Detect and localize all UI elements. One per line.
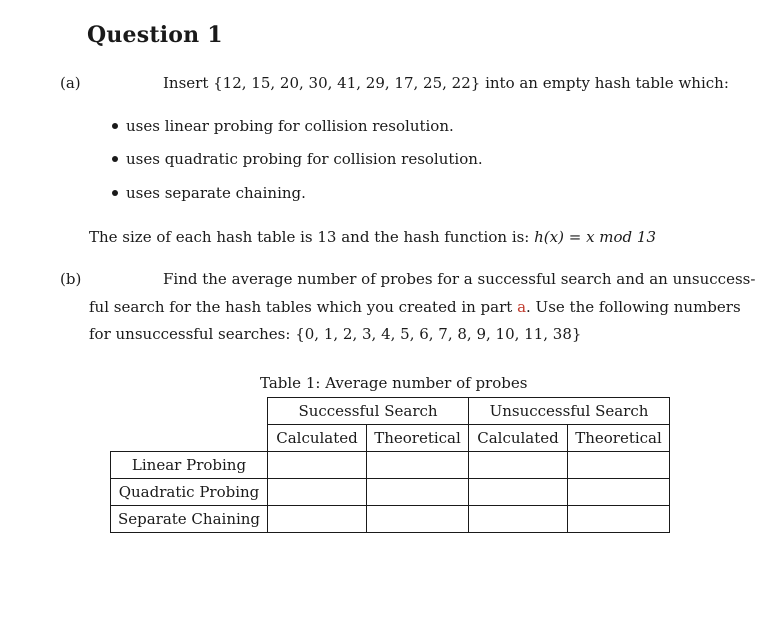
table-cell[interactable]: [469, 452, 568, 479]
hash-function: h(x) = x mod 13: [534, 228, 657, 246]
part-b-line2-post: . Use the following numbers: [526, 298, 741, 316]
bullet-text: uses separate chaining.: [126, 184, 306, 202]
part-b-line2: [89, 298, 741, 316]
header-calculated: Calculated: [268, 425, 367, 452]
table-cell[interactable]: [367, 479, 469, 506]
bullet-item: [112, 184, 306, 202]
table-cell[interactable]: [469, 479, 568, 506]
table-cell[interactable]: [469, 506, 568, 533]
table-cell[interactable]: [367, 452, 469, 479]
question-title: Question 1: [87, 22, 223, 48]
part-b-line1: Find the average number of probes for a successful search and an unsuccess-: [163, 270, 756, 288]
part-a-set: {12, 15, 20, 30, 41, 29, 17, 25, 22}: [213, 74, 481, 92]
table-group-header-row: [111, 398, 670, 425]
row-label-linear-probing: Linear Probing: [111, 452, 268, 479]
bullet-icon: [112, 156, 118, 162]
table-caption: Table 1: Average number of probes: [260, 374, 528, 392]
table-sub-header-row: [111, 425, 670, 452]
table-cell[interactable]: [568, 506, 670, 533]
part-b-line3-pre: for unsuccessful searches:: [89, 325, 296, 343]
table-cell[interactable]: [367, 506, 469, 533]
unsuccessful-search-set: {0, 1, 2, 3, 4, 5, 6, 7, 8, 9, 10, 11, 38}: [295, 325, 582, 343]
part-b-line3: [89, 325, 581, 343]
table-corner: [111, 425, 268, 452]
row-label-quadratic-probing: Quadratic Probing: [111, 479, 268, 506]
bullet-icon: [112, 123, 118, 129]
header-unsuccessful-search: Unsuccessful Search: [469, 398, 670, 425]
bullet-item: [112, 117, 454, 135]
table-row: [111, 452, 670, 479]
part-a-intro: [163, 74, 729, 92]
bullet-icon: [112, 190, 118, 196]
part-b-line2-pre: ful search for the hash tables which you created in part: [89, 298, 518, 316]
part-b-label: (b): [60, 270, 82, 288]
bullet-text: uses linear probing for collision resolution.: [126, 117, 454, 135]
table-cell[interactable]: [568, 479, 670, 506]
table-cell[interactable]: [268, 506, 367, 533]
part-a-intro-post: into an empty hash table which:: [480, 74, 729, 92]
bullet-item: [112, 150, 483, 168]
part-a-reference-link[interactable]: a: [517, 298, 527, 316]
bullet-text: uses quadratic probing for collision resolution.: [126, 150, 483, 168]
table-cell[interactable]: [268, 479, 367, 506]
header-theoretical: Theoretical: [367, 425, 469, 452]
table-corner: [111, 398, 268, 425]
probes-table: [110, 397, 670, 533]
table-row: [111, 479, 670, 506]
part-a-label: (a): [60, 74, 81, 92]
row-label-separate-chaining: Separate Chaining: [111, 506, 268, 533]
table-cell[interactable]: [268, 452, 367, 479]
header-theoretical: Theoretical: [568, 425, 670, 452]
header-successful-search: Successful Search: [268, 398, 469, 425]
size-text: The size of each hash table is 13 and the hash function is:: [89, 228, 535, 246]
table-cell[interactable]: [568, 452, 670, 479]
table-row: [111, 506, 670, 533]
header-calculated: Calculated: [469, 425, 568, 452]
hash-table-size-text: [89, 228, 656, 246]
part-a-intro-pre: Insert: [163, 74, 214, 92]
